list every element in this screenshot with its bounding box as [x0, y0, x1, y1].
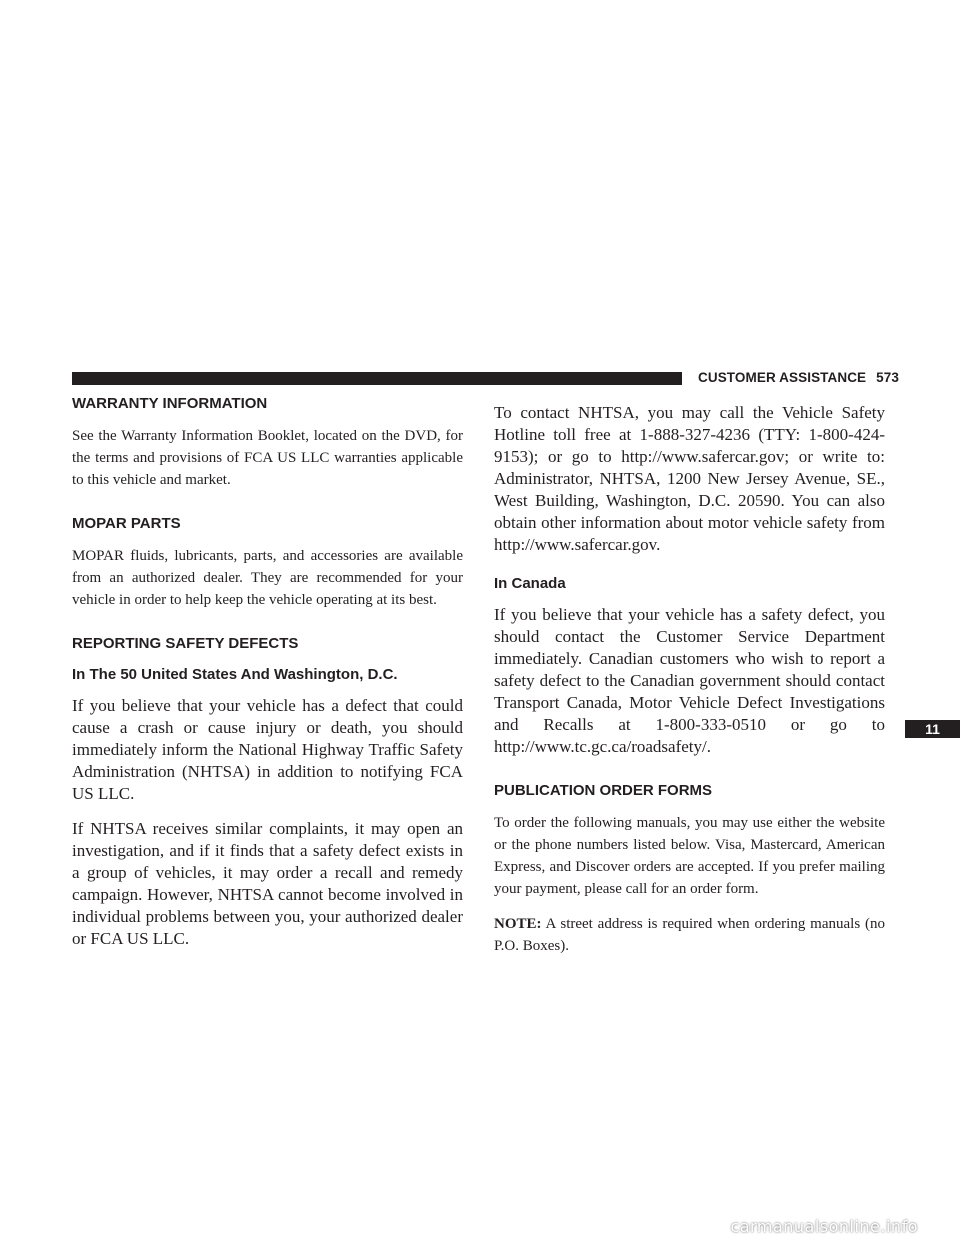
mopar-paragraph: MOPAR fluids, lubricants, parts, and accessories are available from an authorized dealer. They are recommended for your vehicle in order to help keep the vehicle operating at its best. — [72, 548, 463, 608]
section-title: CUSTOMER ASSISTANCE — [698, 370, 867, 385]
page-number: 573 — [876, 370, 899, 385]
us-paragraph-1: If you believe that your vehicle has a defect that could cause a crash or cause injury or death, you should immediately inform the National Highway Traffic Safety Administration (NHTSA) in addition to notifying FCA US LLC. — [72, 696, 463, 803]
us-paragraph-2: If NHTSA receives similar complaints, it may open an investigation, and if it finds that a safety defect exists in a group of vehicles, it may order a recall and remedy campaign. However, NHTSA cannot become involved in individual problems between you, your authorized dealer or FCA US LLC. — [72, 819, 463, 948]
publication-heading: PUBLICATION ORDER FORMS — [494, 782, 713, 799]
canada-subheading: In Canada — [494, 575, 566, 592]
chapter-tab: 11 — [905, 720, 960, 738]
right-column — [494, 402, 885, 970]
note-text: A street address is required when ordering manuals (no P.O. Boxes). — [494, 916, 885, 954]
warranty-heading: WARRANTY INFORMATION — [72, 395, 268, 412]
header-rule — [72, 372, 682, 385]
left-column — [72, 394, 463, 963]
nhtsa-paragraph: To contact NHTSA, you may call the Vehicle Safety Hotline toll free at 1-888-327-4236 (TTY: 1-800-424-9153); or go to http://www.safercar.gov; or write to: Administrator, NHTSA, 1200 New Jersey Avenue, SE., West Building, Washington, D.C. 20590. You can also obtain other information about motor vehicle safety from http://www.safercar.gov. — [494, 403, 885, 554]
note-label: NOTE: — [494, 916, 542, 932]
safety-heading: REPORTING SAFETY DEFECTS — [72, 635, 299, 652]
publication-paragraph: To order the following manuals, you may use either the website or the phone numbers listed below. Visa, Mastercard, American Express, and Discover orders are accepted. If you prefer mailing your payment, please call for an order form. — [494, 815, 885, 897]
mopar-heading: MOPAR PARTS — [72, 515, 181, 532]
canada-paragraph: If you believe that your vehicle has a safety defect, you should contact the Customer Service Department immediately. Canadian customers who wish to report a safety defect to the Canadian government should contact Transport Canada, Motor Vehicle Defect Investigations and Recalls at 1-800-333-0510 or go to http://www.tc.gc.ca/roadsafety/. — [494, 605, 885, 756]
watermark: carmanualsonline.info — [730, 1217, 918, 1236]
note-paragraph — [494, 913, 885, 957]
us-subheading: In The 50 United States And Washington, D.C. — [72, 666, 398, 683]
running-header — [698, 370, 899, 385]
warranty-paragraph: See the Warranty Information Booklet, located on the DVD, for the terms and provisions of FCA US LLC warranties applicable to this vehicle and market. — [72, 428, 463, 488]
